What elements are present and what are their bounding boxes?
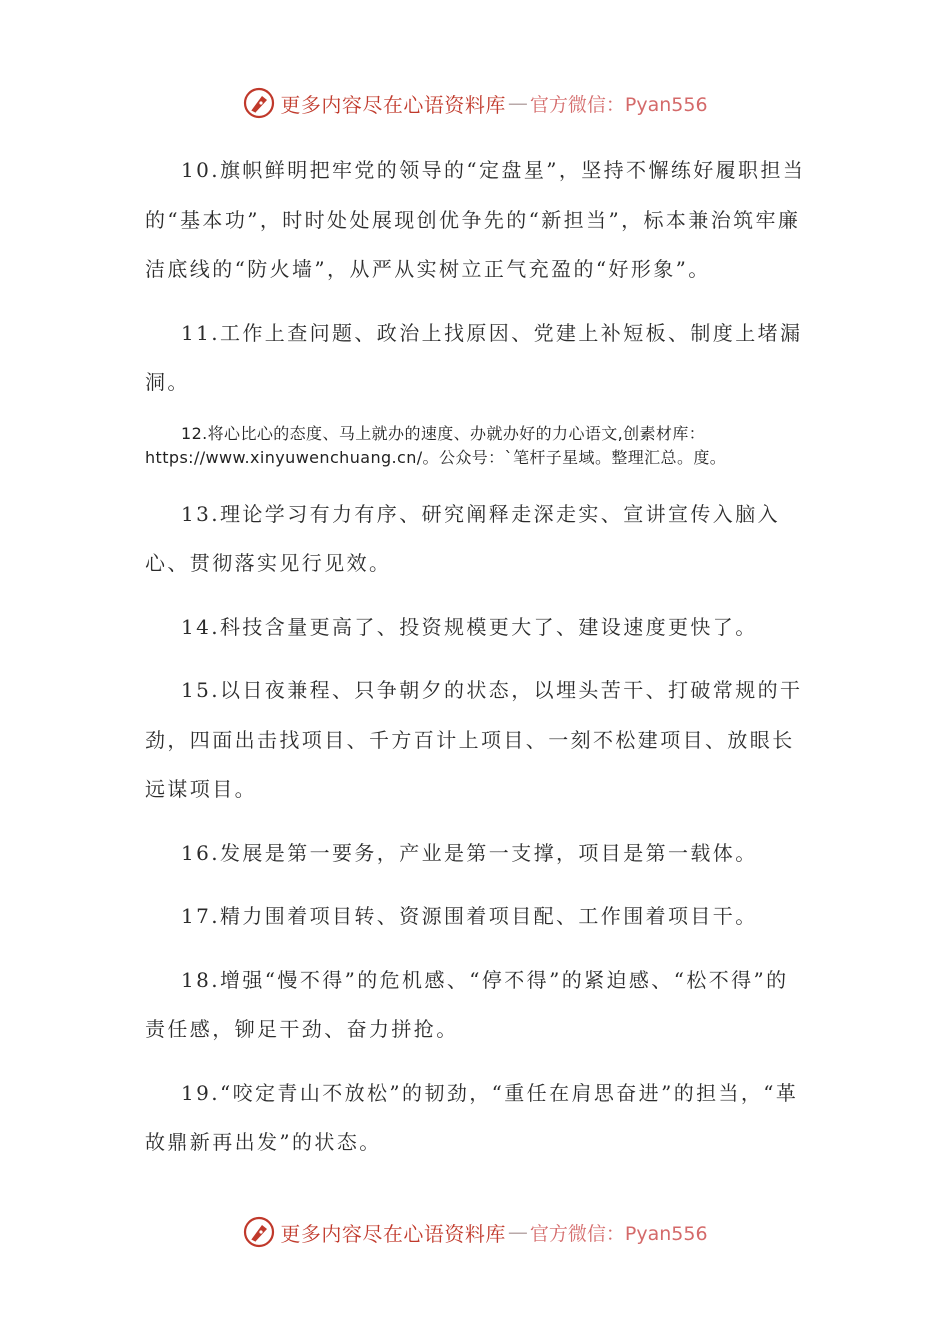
paragraph-13: 13.理论学习有力有序、研究阐释走深走实、宣讲宣传入脑入心、贯彻落实见行见效。 [145,501,781,575]
paragraph-14: 14.科技含量更高了、投资规模更大了、建设速度更快了。 [181,614,758,639]
document-body [145,146,810,1182]
banner-wechat-text: 官方微信：Pyan556 [529,93,708,116]
header-banner [0,83,950,123]
banner-site-text: 更多内容尽在心语资料库 [280,1221,506,1246]
banner-wechat-text: 官方微信：Pyan556 [529,1222,708,1245]
paragraph-10: 10.旗帜鲜明把牢党的领导的“定盘星”，坚持不懈练好履职担当的“基本功”，时时处处展现创优争先的“新担当”，标本兼治筑牢廉洁底线的“防火墙”，从严从实树立正气充盈的“好形象”。 [145,158,806,281]
paragraph-19: 19.“咬定青山不放松”的韧劲，“重任在肩思奋进”的担当，“革故鼎新再出发”的状态。 [145,1080,799,1154]
paragraph-16: 16.发展是第一要务，产业是第一支撑，项目是第一载体。 [181,840,758,865]
banner-site-text: 更多内容尽在心语资料库 [280,92,506,117]
pen-nib-logo-icon [242,1215,276,1249]
paragraph-17: 17.精力围着项目转、资源围着项目配、工作围着项目干。 [181,904,758,928]
paragraph-18: 18.增强“慢不得”的危机感、“停不得”的紧迫感、“松不得”的责任感，铆足干劲、奋力拼抢。 [145,967,789,1041]
footer-banner [0,1212,950,1252]
banner-separator: — [507,1220,528,1244]
paragraph-15: 15.以日夜兼程、只争朝夕的状态，以埋头苦干、打破常规的干劲，四面出击找项目、千方百计上项目、一刻不松建项目、放眼长远谋项目。 [145,678,803,801]
banner-separator: — [507,91,528,115]
paragraph-12: 12.将心比心的态度、马上就办的速度、办就办好的力心语文,创素材库：https://www.xinyuwenchuang.cn/。公众号：`笔杆子星域。整理汇总。度。 [145,423,727,467]
paragraph-11: 11.工作上查问题、政治上找原因、党建上补短板、制度上堵漏洞。 [145,320,803,394]
pen-nib-logo-icon [242,86,276,120]
